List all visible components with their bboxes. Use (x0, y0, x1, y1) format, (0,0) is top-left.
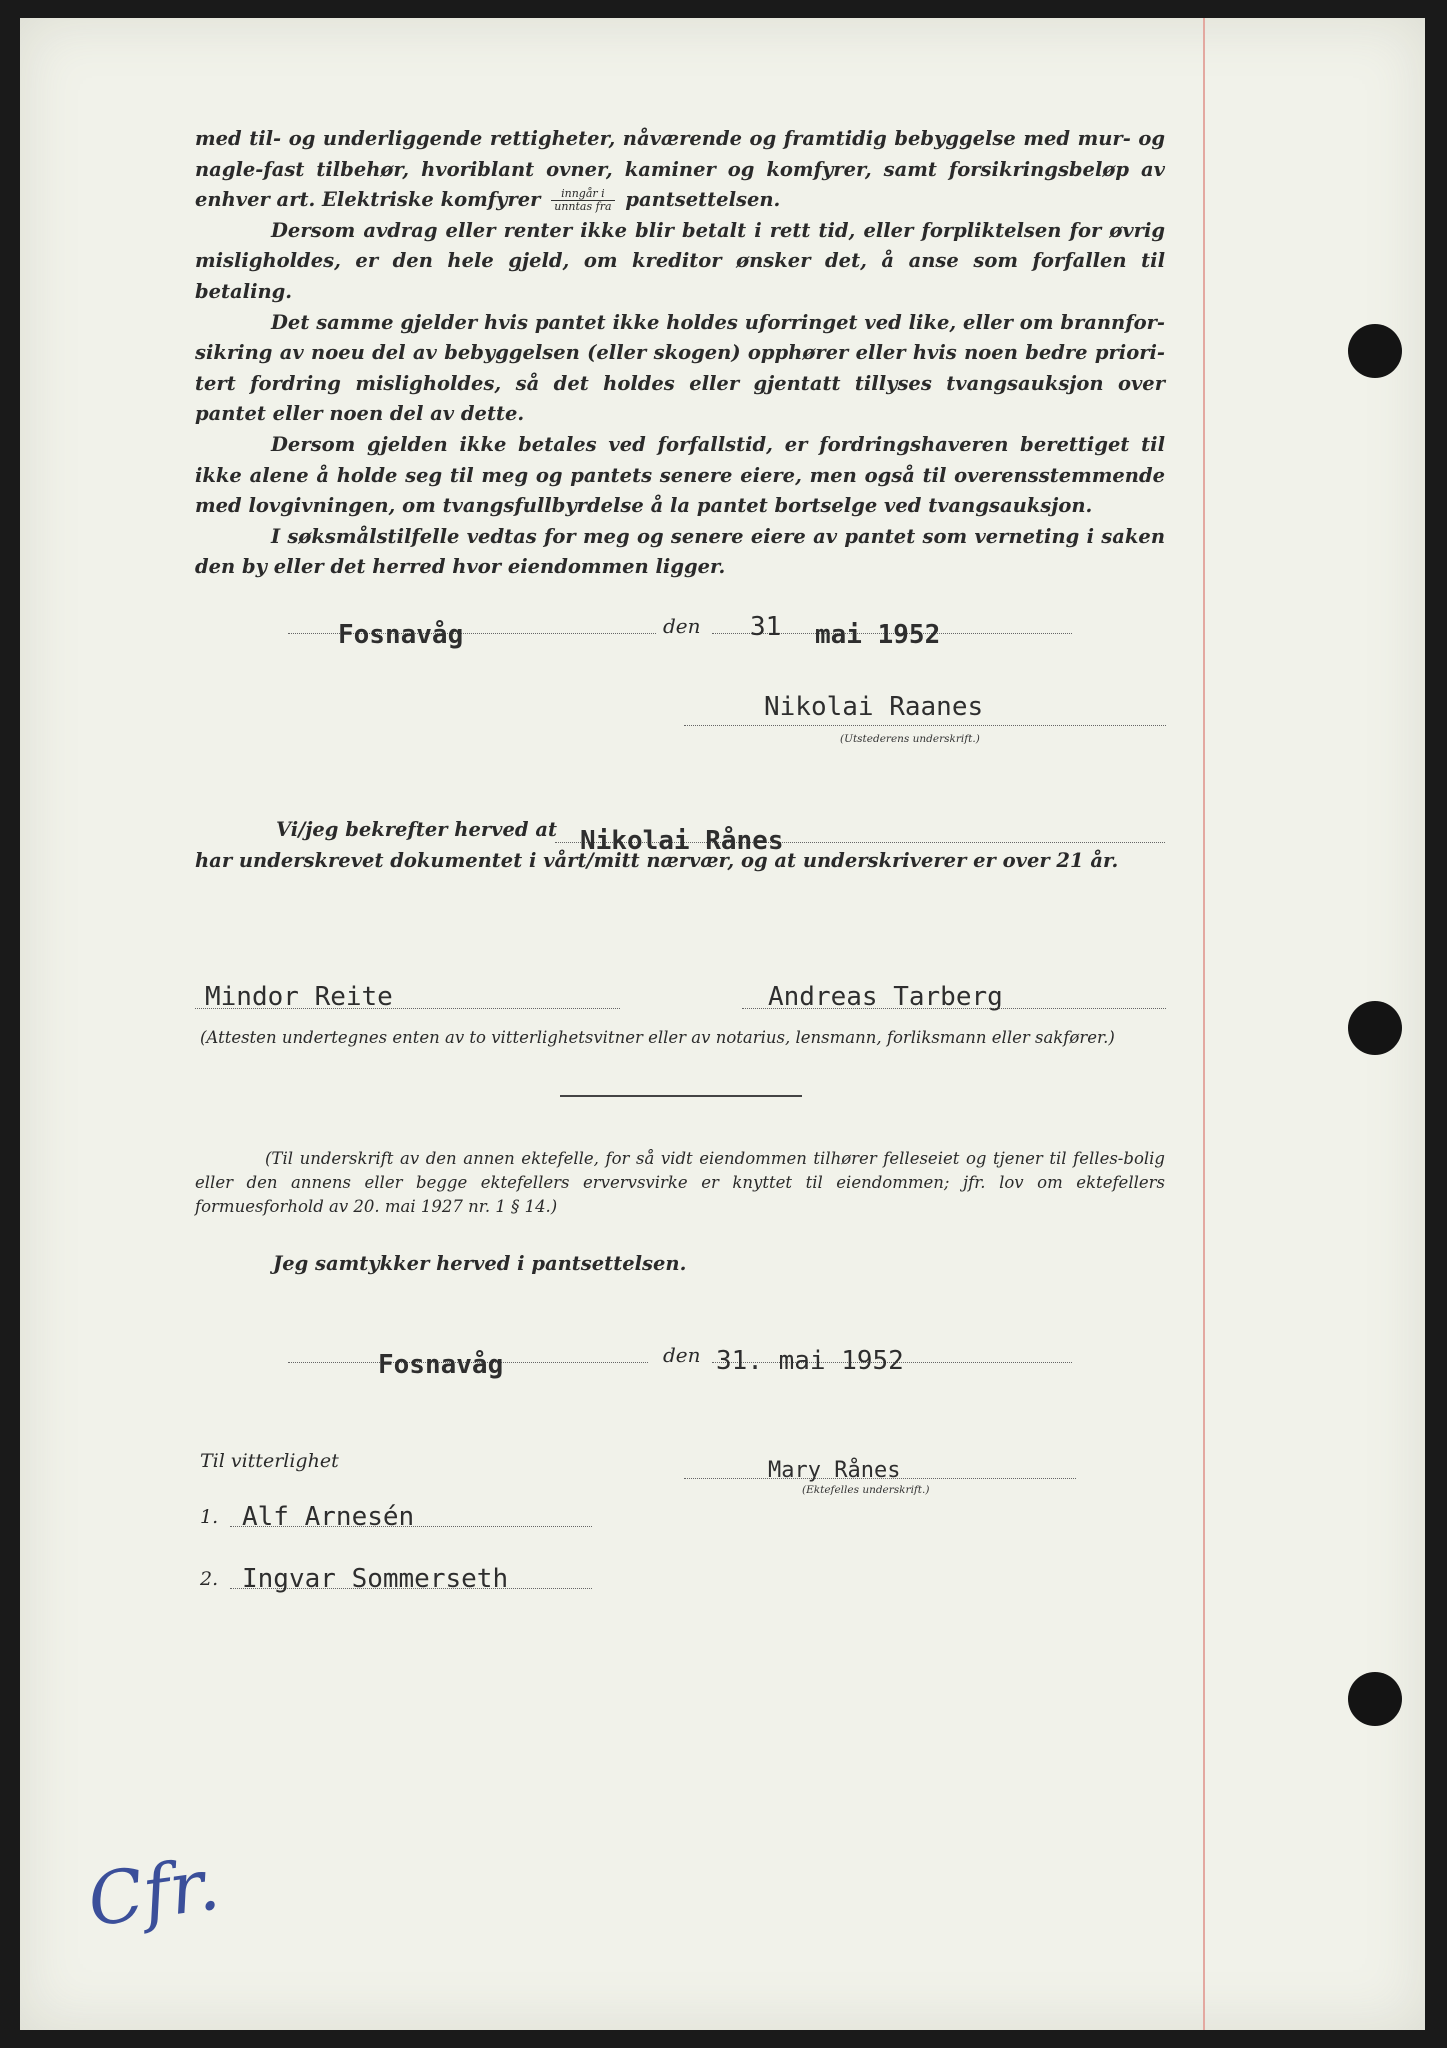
confirmation-prefix: Vi/jeg bekrefter herved at (276, 818, 557, 841)
signing-month-year: mai 1952 (815, 620, 941, 650)
witness-number-2: 2. (200, 1568, 219, 1590)
witness-heading: Til vitterlighet (200, 1450, 339, 1472)
witness-number-1: 1. (200, 1506, 219, 1528)
mortgage-terms-text (195, 124, 1165, 583)
paragraph-default: Dersom avdrag eller renter ikke blir betalt i rett tid, eller forpliktelsen for øvrig misligholdes, er den hele gjeld, om kreditor ønsker det, å anse som forfallen til betaling. (195, 218, 1165, 303)
signature-caption: (Utstederens underskrift.) (840, 733, 980, 745)
punch-hole (1348, 1001, 1402, 1055)
signing2-place: Fosnavåg (378, 1350, 504, 1380)
den-label: den (663, 614, 701, 638)
paragraph-venue: I søksmålstilfelle vedtas for meg og senere eiere av pantet som verneting i saken den by eller det herred hvor eiendommen ligger. (195, 524, 1165, 579)
attest-note: (Attesten undertegnes enten av to vitterlighetsvitner eller av notarius, lensmann, forliksmann eller sakfører.) (200, 1028, 1115, 1047)
margin-rule (1203, 18, 1205, 2030)
consent-text: Jeg samtykker herved i pantsettelsen. (273, 1252, 687, 1275)
den-label-2: den (663, 1343, 701, 1367)
punch-hole (1348, 1672, 1402, 1726)
confirmation-text: har underskrevet dokumentet i vårt/mitt nærvær, og at underskriverer er over 21 år. (195, 849, 1119, 872)
punch-hole (1348, 324, 1402, 378)
inclusion-fraction: $\frac{\text{inngår i}}{\text{unntas fra}}$ (551, 188, 614, 213)
paragraph-enforcement: Dersom gjelden ikke betales ved forfallstid, er fordringshaveren berettiget til ikke alene å holde seg til meg og pantets senere eiere, men også til overensstemmende med lovgivningen, om tvangsfullbyrdelse å la pantet bortselge ved tvangsauksjon. (195, 432, 1165, 518)
witness-name-1: Alf Arnesén (242, 1502, 415, 1532)
issuer-signature: Nikolai Raanes (764, 692, 984, 722)
spouse-signature: Mary Rånes (768, 1458, 901, 1483)
spouse-note: (Til underskrift av den annen ektefelle, for så vidt eiendommen tilhører felleseiet og tjener til felles-bolig eller den annens eller begge ektefellers ervervsvirke er knyttet til eiendommen; jfr. lov om ektefellers formuesforhold av 20. mai 1927 nr. 1 § 14.) (195, 1149, 1165, 1216)
signing-place: Fosnavåg (338, 620, 464, 650)
spouse-signature-caption: (Ektefelles underskrift.) (802, 1484, 930, 1496)
witness2-signature: Andreas Tarberg (768, 982, 1003, 1012)
confirmed-signer: Nikolai Rånes (580, 826, 784, 856)
signature-line (684, 725, 1166, 726)
signing-day: 31 (750, 612, 782, 642)
signing2-date: 31. mai 1952 (716, 1346, 904, 1376)
handwritten-initials: Cfr. (82, 1841, 225, 1943)
witness-name-2: Ingvar Sommerseth (242, 1564, 509, 1594)
witness1-signature: Mindor Reite (205, 982, 393, 1012)
paragraph-rights: med til- og underliggende rettigheter, nåværende og framtidig bebyggelse med mur- og nagle-fast tilbehør, hvoriblant ovner, kaminer og komfyrer, samt forsikringsbeløp av enhver art. Elektriske komfyrer $\frac{\text{inngår i}}{\text{unntas fra}}$ pantsettelsen. (195, 127, 1165, 214)
section-divider (560, 1095, 802, 1097)
paragraph-insurance: Det samme gjelder hvis pantet ikke holdes uforringet ved like, eller om brannfor-sikring av noeu del av bebyggelsen (eller skogen) opphører eller hvis noen bedre priori-tert fordring misligholdes, så det holdes eller gjentatt tillyses tvangsauksjon over pantet eller noen del av dette. (195, 310, 1165, 426)
